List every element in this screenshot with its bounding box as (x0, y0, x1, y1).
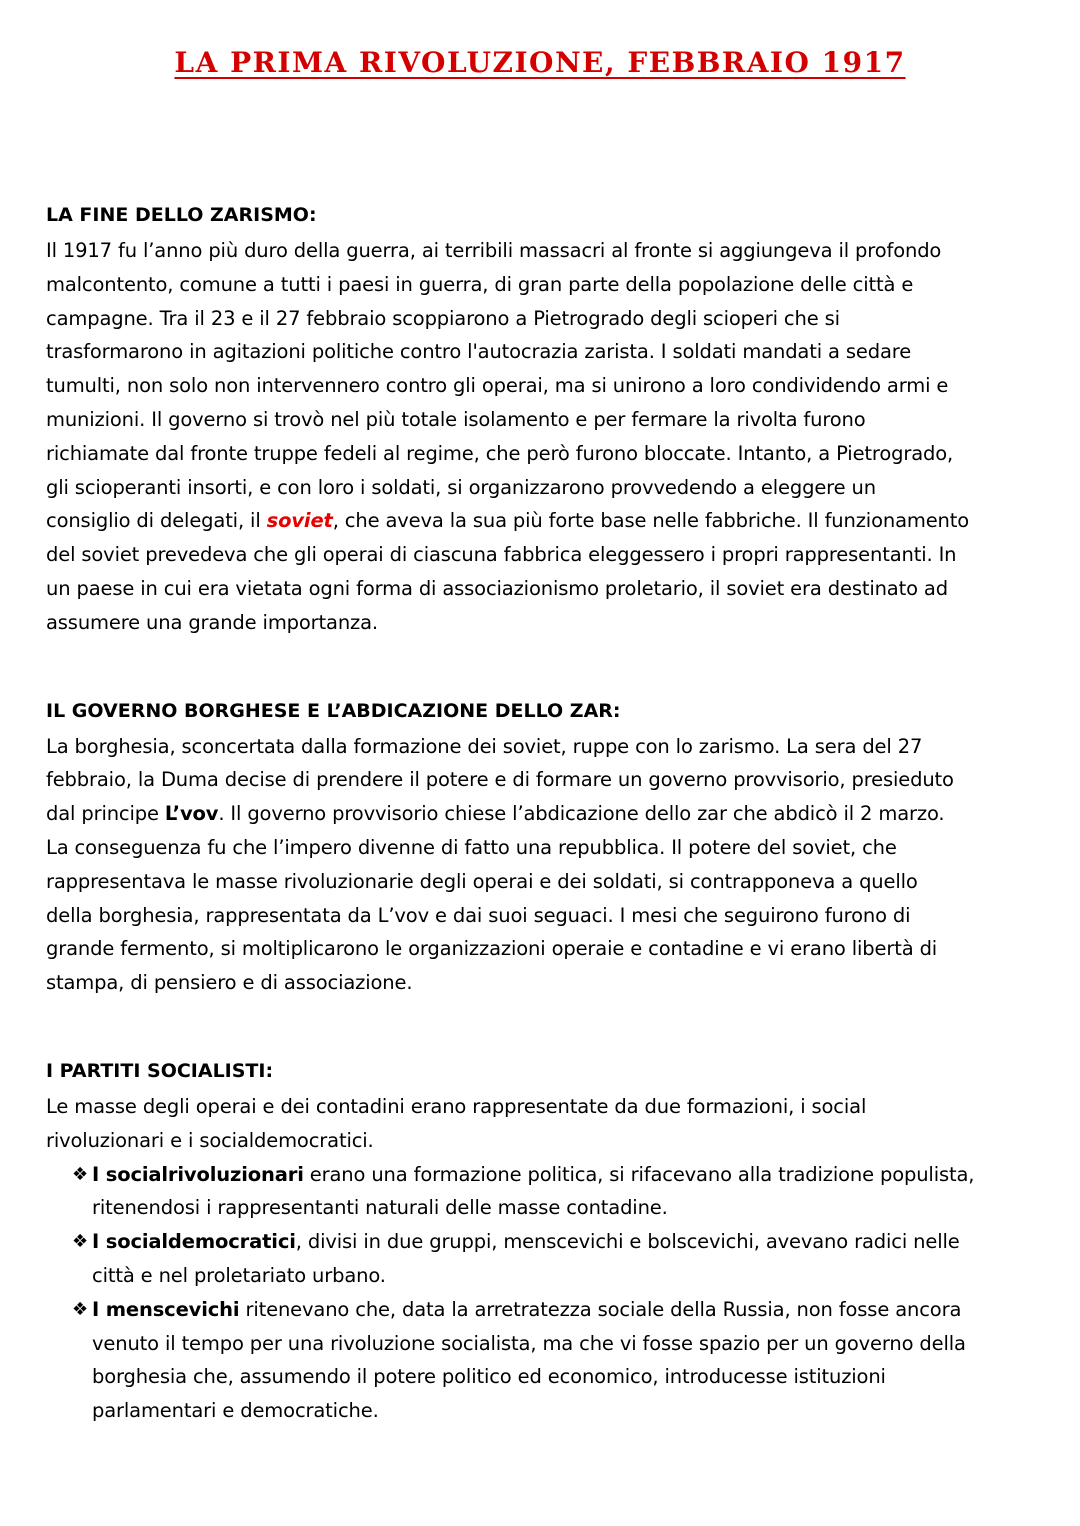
bullet-first-line (92, 1158, 1036, 1192)
text-fragment: erano una formazione politica, si rifacevano alla tradizione populista, (303, 1162, 975, 1186)
text-line: della borghesia, rappresentata da L’vov e dai suoi seguaci. I mesi che seguirono furono di (46, 903, 911, 927)
section-paragraph (46, 1090, 1036, 1158)
diamond-bullet-icon: ❖ (72, 1231, 88, 1253)
section-paragraph (46, 730, 1036, 1000)
text-fragment: , che aveva la sua più forte base nelle fabbriche. Il funzionamento (332, 509, 970, 533)
list-item (72, 1225, 1036, 1293)
text-line: La borghesia, sconcertata dalla formazione dei soviet, ruppe con lo zarismo. La sera del 27 (46, 734, 923, 758)
text-line: venuto il tempo per una rivoluzione socialista, ma che vi fosse spazio per un governo della (92, 1331, 966, 1355)
text-line: del soviet prevedeva che gli operai di ciascuna fabbrica eleggessero i propri rappresentanti. In (46, 543, 957, 567)
text-line: città e nel proletariato urbano. (92, 1263, 386, 1287)
text-line-lvov (46, 797, 1036, 831)
list-item (72, 1158, 1036, 1226)
text-line: rivoluzionari e i socialdemocratici. (46, 1128, 374, 1152)
text-line: grande fermento, si moltiplicarono le organizzazioni operaie e contadine e vi erano libertà di (46, 937, 938, 961)
list-item (72, 1293, 1036, 1428)
bullet-first-line (92, 1293, 1036, 1327)
section-fine-zarismo (46, 198, 1036, 640)
text-line: ritenendosi i rappresentanti naturali delle masse contadine. (92, 1196, 668, 1220)
bullet-term: I menscevichi (92, 1297, 240, 1321)
text-line: gli scioperanti insorti, e con loro i soldati, si organizzarono provvedendo a eleggere un (46, 475, 876, 499)
text-line: tumulti, non solo non intervennero contro gli operai, ma si unirono a loro condividendo armi e (46, 374, 949, 398)
bullet-first-line (92, 1225, 1036, 1259)
text-fragment: ritenevano che, data la arretratezza sociale della Russia, non fosse ancora (239, 1297, 962, 1321)
text-fragment: . Il governo provvisorio chiese l’abdicazione dello zar che abdicò il 2 marzo. (218, 802, 945, 826)
diamond-bullet-icon: ❖ (72, 1163, 88, 1185)
text-line: Le masse degli operai e dei contadini erano rappresentate da due formazioni, i social (46, 1094, 867, 1118)
document-body (46, 198, 1036, 1428)
section-heading: I PARTITI SOCIALISTI: (46, 1059, 274, 1082)
text-line: rappresentava le masse rivoluzionarie degli operai e dei soldati, si contrapponeva a quello (46, 869, 918, 893)
text-fragment: consiglio di delegati, il (46, 509, 267, 533)
text-line: Il 1917 fu l’anno più duro della guerra, ai terribili massacri al fronte si aggiungeva il profondo (46, 239, 942, 262)
bullet-term: I socialdemocratici (92, 1230, 296, 1254)
text-line-soviet (46, 504, 1036, 538)
section-paragraph (46, 234, 1036, 640)
text-line: trasformarono in agitazioni politiche contro l'autocrazia zarista. I soldati mandati a sedare (46, 340, 912, 364)
text-fragment: , divisi in due gruppi, menscevichi e bolscevichi, avevano radici nelle (295, 1230, 960, 1254)
section-heading: IL GOVERNO BORGHESE E L’ABDICAZIONE DELLO ZAR: (46, 699, 621, 722)
diamond-bullet-icon: ❖ (72, 1298, 88, 1320)
bullet-list (46, 1158, 1036, 1428)
text-line: richiamate dal fronte truppe fedeli al regime, che però furono bloccate. Intanto, a Pietrogrado, (46, 441, 954, 465)
section-heading: LA FINE DELLO ZARISMO: (46, 204, 317, 226)
text-line: munizioni. Il governo si trovò nel più totale isolamento e per fermare la rivolta furono (46, 407, 866, 431)
text-line: un paese in cui era vietata ogni forma di associazionismo proletario, il soviet era destinato ad (46, 576, 948, 600)
text-fragment: dal principe (46, 802, 165, 826)
text-line: stampa, di pensiero e di associazione. (46, 971, 413, 995)
text-line: malcontento, comune a tutti i paesi in guerra, di gran parte della popolazione delle città e (46, 272, 914, 296)
section-partiti-socialisti (46, 1054, 1036, 1428)
text-line: parlamentari e democratiche. (92, 1399, 379, 1423)
soviet-highlight: soviet (266, 509, 333, 533)
lvov-bold: L’vov (164, 802, 219, 826)
section-governo-borghese (46, 694, 1036, 1000)
text-line: assumere una grande importanza. (46, 610, 378, 634)
text-line: campagne. Tra il 23 e il 27 febbraio scoppiarono a Pietrogrado degli scioperi che si (46, 306, 840, 330)
text-line: febbraio, la Duma decise di prendere il potere e di formare un governo provvisorio, presieduto (46, 768, 954, 792)
text-line: borghesia che, assumendo il potere politico ed economico, introducesse istituzioni (92, 1365, 886, 1389)
bullet-term: I socialrivoluzionari (92, 1162, 304, 1186)
text-line: La conseguenza fu che l’impero divenne di fatto una repubblica. Il potere del soviet, che (46, 835, 897, 859)
page-title: LA PRIMA RIVOLUZIONE, FEBBRAIO 1917 (174, 46, 906, 79)
